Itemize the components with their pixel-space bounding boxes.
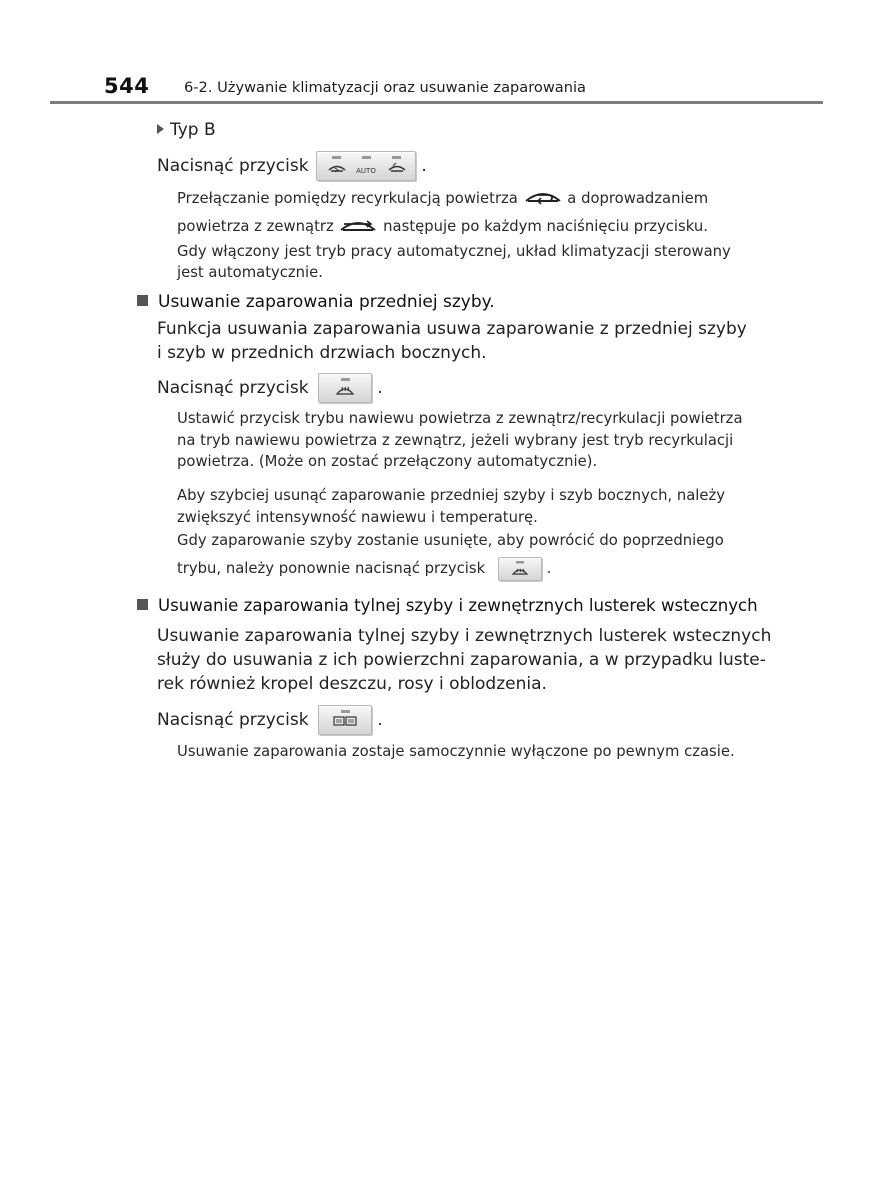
rear-defog-button[interactable] — [318, 705, 372, 735]
para1-text-a: Przełączanie pomiędzy recyrkulacją powietrza — [177, 190, 518, 207]
typ-b-para1-line2 — [177, 215, 708, 239]
press-suffix: . — [421, 156, 427, 176]
front-defog-note2-line1: Aby szybciej usunąć zaparowanie przedniej szyby i szyb bocznych, należy — [177, 487, 726, 504]
press-text: Nacisnąć przycisk — [157, 378, 309, 398]
rear-defog-heading: Usuwanie zaparowania tylnej szyby i zewnętrznych lusterek wstecznych — [158, 596, 758, 615]
note3-suffix: . — [546, 560, 552, 577]
outside-air-icon — [338, 215, 378, 239]
press-suffix: . — [377, 378, 383, 398]
typ-b-para2-line1: Gdy włączony jest tryb pracy automatycznej, układ klimatyzacji sterowany — [177, 243, 731, 260]
header-divider — [50, 101, 823, 104]
rear-defog-heading-row — [137, 594, 758, 618]
front-defog-heading: Usuwanie zaparowania przedniej szyby. — [158, 292, 495, 312]
typ-b-para1-line1 — [177, 187, 708, 211]
section-square-icon — [137, 599, 148, 610]
press-text: Nacisnąć przycisk — [157, 156, 309, 176]
recirculation-icon — [523, 187, 563, 211]
page-number: 544 — [104, 74, 150, 98]
typ-b-press-row — [157, 151, 427, 181]
auto-button-label: AUTO — [356, 167, 376, 175]
front-defog-note1-line1: Ustawić przycisk trybu nawiewu powietrza z zewnątrz/recyrkulacji powietrza — [177, 410, 743, 427]
front-defog-note1-line2: na tryb nawiewu powietrza z zewnątrz, jeżeli wybrany jest tryb recyrkulacji — [177, 432, 734, 449]
front-defog-press-row — [157, 373, 383, 403]
para1-text-c: powietrza z zewnątrz — [177, 218, 334, 235]
front-defog-note3-line2-row — [177, 557, 551, 581]
typ-b-label-row — [157, 118, 216, 142]
front-defog-note2-line2: zwiększyć intensywność nawiewu i temperaturę. — [177, 509, 538, 526]
arrow-right-icon — [157, 124, 164, 134]
press-suffix: . — [377, 710, 383, 730]
front-defog-button[interactable] — [318, 373, 372, 403]
air-mode-auto-button[interactable] — [316, 151, 416, 181]
rear-defog-press-row — [157, 705, 383, 735]
para1-text-b: a doprowadzaniem — [567, 190, 709, 207]
section-title: 6-2. Używanie klimatyzacji oraz usuwanie zaparowania — [184, 79, 586, 96]
front-defog-button-small[interactable] — [498, 557, 542, 581]
front-defog-body-line1: Funkcja usuwania zaparowania usuwa zaparowanie z przedniej szyby — [157, 319, 747, 339]
section-square-icon — [137, 295, 148, 306]
typ-b-para2-line2: jest automatycznie. — [177, 264, 323, 281]
rear-defog-note1: Usuwanie zaparowania zostaje samoczynnie wyłączone po pewnym czasie. — [177, 743, 735, 760]
rear-defog-body-line3: rek również kropel deszczu, rosy i oblodzenia. — [157, 674, 547, 694]
front-defog-note3-line1: Gdy zaparowanie szyby zostanie usunięte, aby powrócić do poprzedniego — [177, 532, 724, 549]
front-defog-heading-row — [137, 290, 495, 314]
front-defog-note1-line3: powietrza. (Może on zostać przełączony automatycznie). — [177, 453, 598, 470]
rear-defog-body-line1: Usuwanie zaparowania tylnej szyby i zewnętrznych lusterek wstecznych — [157, 626, 772, 646]
para1-text-d: następuje po każdym naciśnięciu przycisku. — [383, 218, 708, 235]
rear-defog-body-line2: służy do usuwania z ich powierzchni zaparowania, a w przypadku luste- — [157, 650, 766, 670]
note3-text: trybu, należy ponownie nacisnąć przycisk — [177, 560, 486, 577]
typ-b-label: Typ B — [170, 120, 216, 140]
front-defog-body-line2: i szyb w przednich drzwiach bocznych. — [157, 343, 487, 363]
press-text: Nacisnąć przycisk — [157, 710, 309, 730]
